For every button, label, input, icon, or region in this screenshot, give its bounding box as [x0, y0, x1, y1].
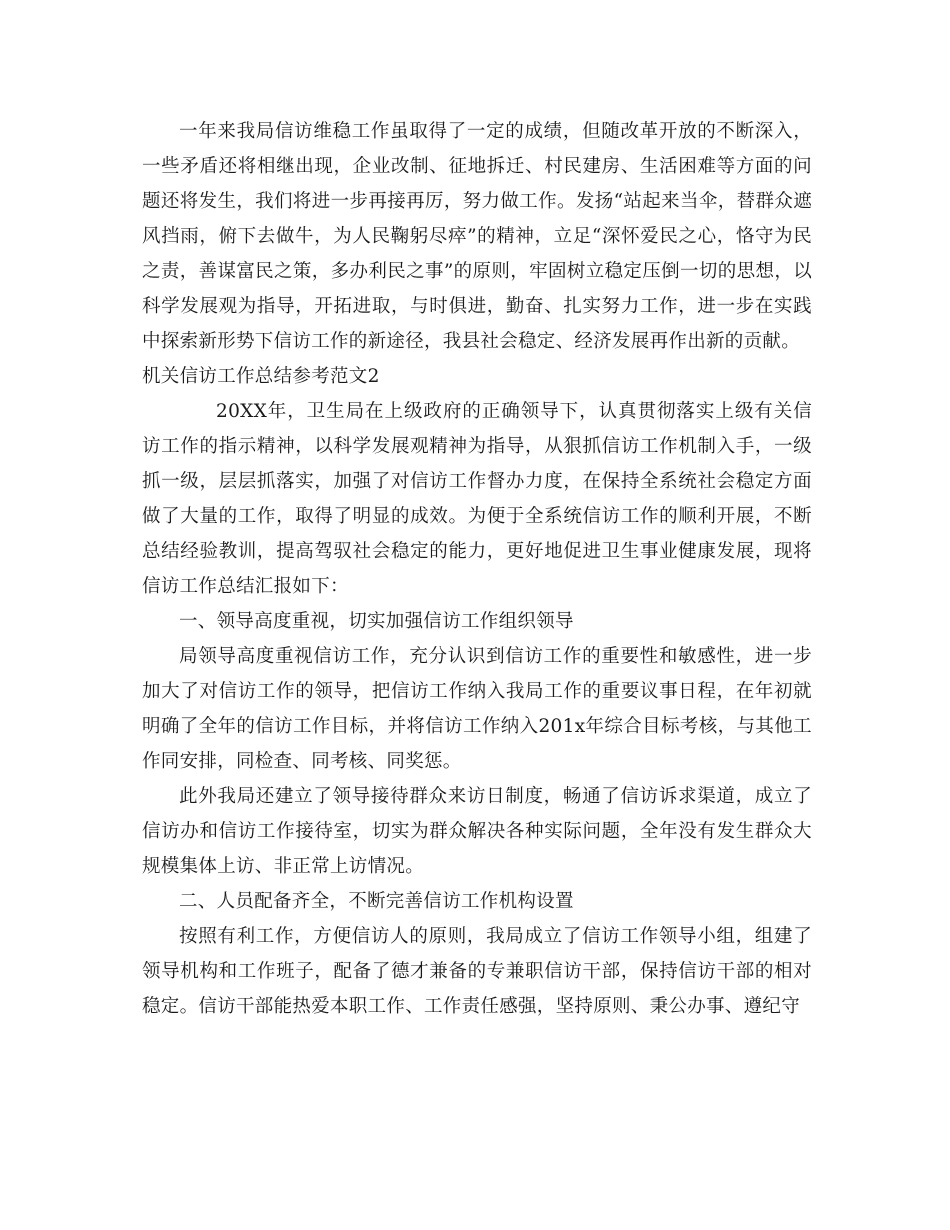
paragraph-staffing: 按照有利工作，方便信访人的原则，我局成立了信访工作领导小组，组建了领导机构和工作班子，配备了德才兼备的专兼职信访干部，保持信访干部的相对稳定。信访干部能热爱本职工作、工作责任感强，坚持原则、秉公办事、遵纪守: [142, 926, 812, 1017]
subheading-staffing: 二、人员配备齐全，不断完善信访工作机构设置: [179, 891, 574, 912]
paragraph-intro: 20XX年，卫生局在上级政府的正确领导下，认真贯彻落实上级有关信访工作的指示精神，以科学发展观精神为指导，从狠抓信访工作机制入手，一级抓一级，层层抓落实，加强了对信访工作督办力度，在保持全系统社会稳定方面做了大量的工作，取得了明显的成效。为便于全系统信访工作的顺利开展，不断总结经验教训，提高驾驭社会稳定的能力，更好地促进卫生事业健康发展，现将信访工作总结汇报如下：: [142, 401, 812, 597]
paragraph-closing-summary: 一年来我局信访维稳工作虽取得了一定的成绩，但随改革开放的不断深入，一些矛盾还将相继出现，企业改制、征地拆迁、村民建房、生活困难等方面的问题还将发生，我们将进一步再接再厉，努力做工作。发扬“站起来当伞，替群众遮风挡雨，俯下去做牛，为人民鞠躬尽瘁”的精神，立足“深怀爱民之心，恪守为民之责，善谋富民之策，多办利民之事”的原则，牢固树立稳定压倒一切的思想，以科学发展观为指导，开拓进取，与时俱进，勤奋、扎实努力工作，进一步在实践中探索新形势下信访工作的新途径，我县社会稳定、经济发展再作出新的贡献。: [142, 121, 812, 352]
paragraph-reception: 此外我局还建立了领导接待群众来访日制度，畅通了信访诉求渠道，成立了信访办和信访工作接待室，切实为群众解决各种实际问题，全年没有发生群众大规模集体上访、非正常上访情况。: [142, 786, 812, 877]
section-title: 机关信访工作总结参考范文2: [142, 366, 380, 387]
paragraph-leadership: 局领导高度重视信访工作，充分认识到信访工作的重要性和敏感性，进一步加大了对信访工作的领导，把信访工作纳入我局工作的重要议事日程，在年初就明确了全年的信访工作目标，并将信访工作纳入201x年综合目标考核，与其他工作同安排，同检查、同考核、同奖惩。: [142, 646, 812, 772]
subheading-leadership: 一、领导高度重视，切实加强信访工作组织领导: [179, 611, 574, 632]
document-body: [142, 114, 812, 1024]
